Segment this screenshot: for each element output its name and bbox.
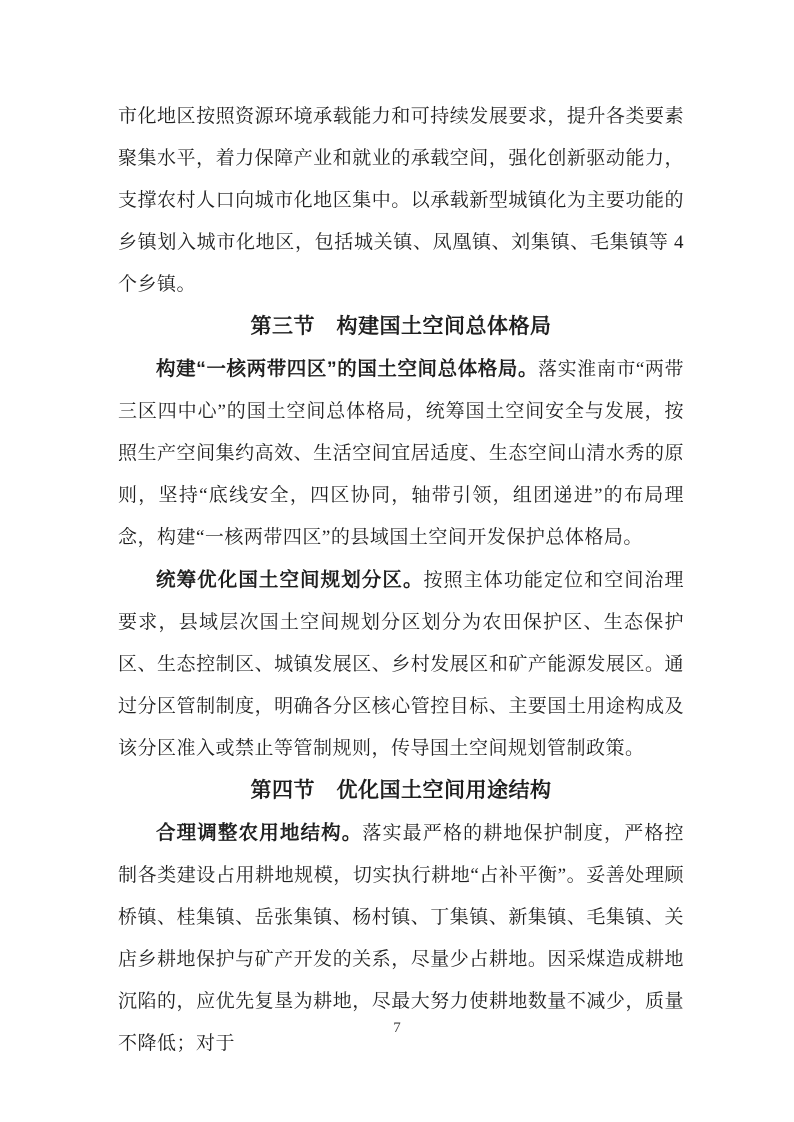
- section-heading-3: 第三节 构建国土空间总体格局: [250, 315, 552, 338]
- paragraph-lead: 统筹优化国土空间规划分区。: [156, 569, 424, 591]
- paragraph-urbanization-continuation: [118, 96, 684, 306]
- document-content: [118, 96, 684, 1065]
- paragraph-text: 市化地区按照资源环境承载能力和可持续发展要求，提升各类要素聚集水平，着力保障产业和就业的承载空间，强化创新驱动能力，支撑农村人口向城市化地区集中。以承载新型城镇化为主要功能的乡镇划入城市化地区，包括城关镇、凤凰镇、刘集镇、毛集镇等 4 个乡镇。: [118, 106, 684, 295]
- paragraph-overall-spatial-pattern: [118, 348, 684, 559]
- section-heading-4: 第四节 优化国土空间用途结构: [250, 779, 552, 802]
- page-number: 7: [393, 1020, 401, 1036]
- paragraph-text: 落实最严格的耕地保护制度，严格控制各类建设占用耕地规模，切实执行耕地“占补平衡”。妥善处理顾桥镇、桂集镇、岳张集镇、杨村镇、丁集镇、新集镇、毛集镇、关店乡耕地保护与矿产开发的关系，尽量少占耕地。因采煤造成耕地沉陷的，应优先复垦为耕地，尽最大努力使耕地数量不减少，质量不降低；对于: [118, 823, 684, 1054]
- paragraph-lead: 合理调整农用地结构。: [156, 822, 363, 844]
- paragraph-planning-zones: [118, 559, 684, 770]
- paragraph-text: 按照主体功能定位和空间治理要求，县域层次国土空间规划分区划分为农田保护区、生态保护区、生态控制区、城镇发展区、乡村发展区和矿产能源发展区。通过分区管制制度，明确各分区核心管控目标、主要国土用途构成及该分区准入或禁止等管制规则，传导国土空间规划管制政策。: [118, 570, 684, 759]
- paragraph-text: 落实淮南市“两带三区四中心”的国土空间总体格局，统筹国土空间安全与发展，按照生产空间集约高效、生活空间宜居适度、生态空间山清水秀的原则，坚持“底线安全，四区协同，轴带引领，组团递进”的布局理念，构建“一核两带四区”的县域国土空间开发保护总体格局。: [118, 359, 684, 548]
- paragraph-lead: 构建“一核两带四区”的国土空间总体格局。: [156, 358, 539, 380]
